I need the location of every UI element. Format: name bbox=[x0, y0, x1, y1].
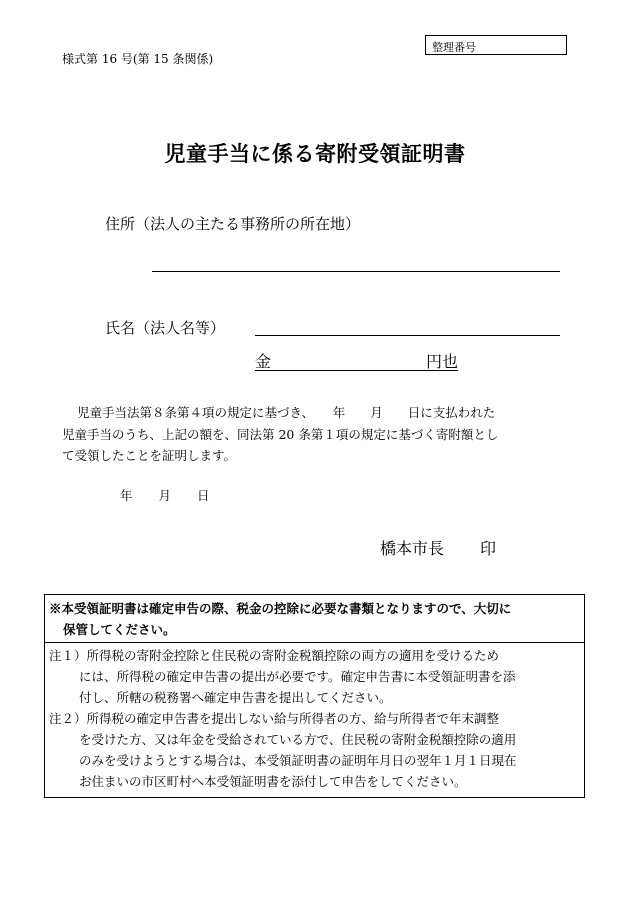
amount-suffix: 円也 bbox=[425, 352, 458, 371]
notice-box bbox=[44, 594, 585, 798]
issue-date-year: 年 bbox=[120, 488, 133, 503]
note-2-line-1: 注２）所得税の確定申告書を提出しない給与所得者の方、給与所得者で年末調整 bbox=[49, 711, 500, 726]
document-title: 児童手当に係る寄附受領証明書 bbox=[164, 141, 466, 166]
form-number: 様式第 16 号(第 15 条関係) bbox=[62, 52, 214, 66]
amount-field[interactable] bbox=[255, 349, 458, 369]
certification-line-2: 児童手当のうち、上記の額を、同法第 20 条第１項の規定に基づく寄附額とし bbox=[62, 427, 499, 442]
address-label: 住所（法人の主たる事務所の所在地） bbox=[105, 215, 361, 233]
important-notice-line-1: ※本受領証明書は確定申告の際、税金の控除に必要な書類となりますので、大切に bbox=[49, 601, 512, 616]
name-field-line[interactable] bbox=[255, 335, 560, 336]
issue-date[interactable] bbox=[120, 486, 232, 504]
note-2-line-4: お住まいの市区町村へ本受領証明書を添付して申告をしてください。 bbox=[79, 774, 467, 789]
certification-line-3: て受領したことを証明します。 bbox=[62, 448, 237, 463]
note-2-line-3: のみを受けようとする場合は、本受領証明書の証明年月日の翌年１月１日現在 bbox=[79, 753, 517, 768]
important-notice bbox=[45, 595, 584, 643]
address-field-line[interactable] bbox=[152, 271, 560, 272]
note-2-line-2: を受けた方、又は年金を受給されている方で、住民税の寄附金税額控除の適用 bbox=[79, 732, 517, 747]
amount-underline bbox=[255, 370, 458, 371]
reference-number-label: 整理番号 bbox=[432, 41, 476, 54]
important-notice-line-2: 保管してください。 bbox=[63, 622, 176, 637]
name-label: 氏名（法人名等） bbox=[105, 319, 226, 337]
signer-block bbox=[380, 536, 496, 559]
amount-prefix: 金 bbox=[255, 352, 272, 371]
issue-date-day: 日 bbox=[197, 488, 210, 503]
note-1-line-1: 注１）所得税の寄附金控除と住民税の寄附金税額控除の両方の適用を受けるため bbox=[49, 648, 500, 663]
issue-date-month: 月 bbox=[158, 488, 172, 503]
seal-mark: 印 bbox=[480, 539, 497, 558]
notes-section bbox=[45, 643, 584, 792]
note-1-line-2: には、所得税の確定申告書の提出が必要です。確定申告書に本受領証明書を添 bbox=[79, 669, 516, 684]
note-1-line-3: 付し、所轄の税務署へ確定申告書を提出してください。 bbox=[79, 690, 392, 705]
reference-number-box[interactable] bbox=[425, 35, 567, 55]
certification-line-1: 児童手当法第８条第４項の規定に基づき、 年 月 日に支払われた bbox=[77, 405, 496, 420]
signer-name: 橋本市長 bbox=[380, 539, 445, 558]
